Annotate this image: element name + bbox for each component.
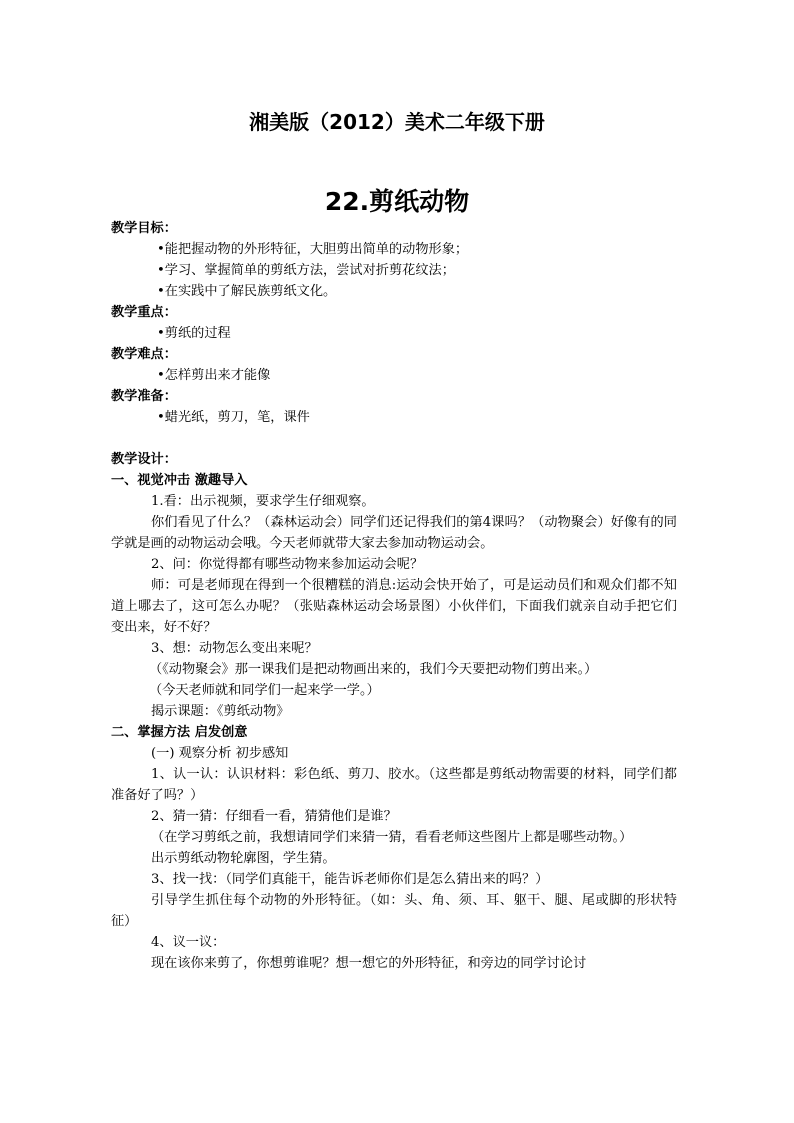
paragraph: 你们看见了什么？（森林运动会）同学们还记得我们的第4课吗？（动物聚会）好像有的同学就是画的动物运动会哦。今天老师就带大家去参加动物运动会。 xyxy=(111,515,677,551)
paragraph: 2、猜一猜：仔细看一看，猜猜他们是谁？ xyxy=(151,809,397,824)
paragraph: 2、问：你觉得都有哪些动物来参加运动会呢？ xyxy=(151,557,424,572)
goals-heading: 教学目标： xyxy=(111,221,177,236)
paragraph: 4、议一议： xyxy=(151,935,226,950)
paragraph: 出示剪纸动物轮廓图，学生猜。 xyxy=(151,851,336,866)
part2-heading: 二、掌握方法 启发创意 xyxy=(111,725,248,740)
paragraph: 3、找一找：（同学们真能干，能告诉老师你们是怎么猜出来的吗？） xyxy=(151,872,549,887)
document-header: 湘美版（2012）美术二年级下册 xyxy=(249,110,545,134)
paragraph: 现在该你来剪了，你想剪谁呢？想一想它的外形特征，和旁边的同学讨论讨 xyxy=(151,956,587,971)
design-heading: 教学设计： xyxy=(111,452,177,467)
paragraph: （在学习剪纸之前，我想请同学们来猜一猜，看看老师这些图片上都是哪些动物。） xyxy=(151,830,633,845)
paragraph: 引导学生抓住每个动物的外形特征。（如：头、角、须、耳、躯干、腿、尾或脚的形状特征） xyxy=(111,893,677,929)
prep-item: •蜡光纸，剪刀，笔，课件 xyxy=(157,410,310,425)
paragraph: （今天老师就和同学们一起来学一学。） xyxy=(149,683,380,698)
prep-heading: 教学准备： xyxy=(111,389,177,404)
difficulty-heading: 教学难点： xyxy=(111,347,177,362)
goal-item: •在实践中了解民族剪纸文化。 xyxy=(157,284,337,299)
goal-item: •学习、掌握简单的剪纸方法，尝试对折剪花纹法； xyxy=(157,263,455,278)
paragraph: 揭示课题：《剪纸动物》 xyxy=(151,704,290,719)
key-heading: 教学重点： xyxy=(111,305,177,320)
key-item: •剪纸的过程 xyxy=(157,326,231,341)
paragraph: 1、认一认：认识材料：彩色纸、剪刀、胶水。（这些都是剪纸动物需要的材料，同学们都准备好了吗？） xyxy=(111,767,677,803)
document-body xyxy=(111,218,677,974)
difficulty-item: •怎样剪出来才能像 xyxy=(157,368,271,383)
paragraph: 师：可是老师现在得到一个很糟糕的消息:运动会快开始了，可是运动员们和观众们都不知道上哪去了，这可怎么办呢？（张贴森林运动会场景图）小伙伴们，下面我们就亲自动手把它们变出来，好不好？ xyxy=(111,578,677,635)
lesson-title: 22.剪纸动物 xyxy=(324,187,470,216)
subheading: (一) 观察分析 初步感知 xyxy=(151,746,289,761)
part1-heading: 一、视觉冲击 激趣导入 xyxy=(111,473,248,488)
spacer xyxy=(111,428,677,449)
paragraph: （《动物聚会》那一课我们是把动物画出来的，我们今天要把动物们剪出来。） xyxy=(149,662,598,677)
paragraph: 1.看：出示视频，要求学生仔细观察。 xyxy=(151,494,375,509)
goal-item: •能把握动物的外形特征，大胆剪出简单的动物形象； xyxy=(157,242,469,257)
paragraph: 3、想：动物怎么变出来呢？ xyxy=(151,641,318,656)
